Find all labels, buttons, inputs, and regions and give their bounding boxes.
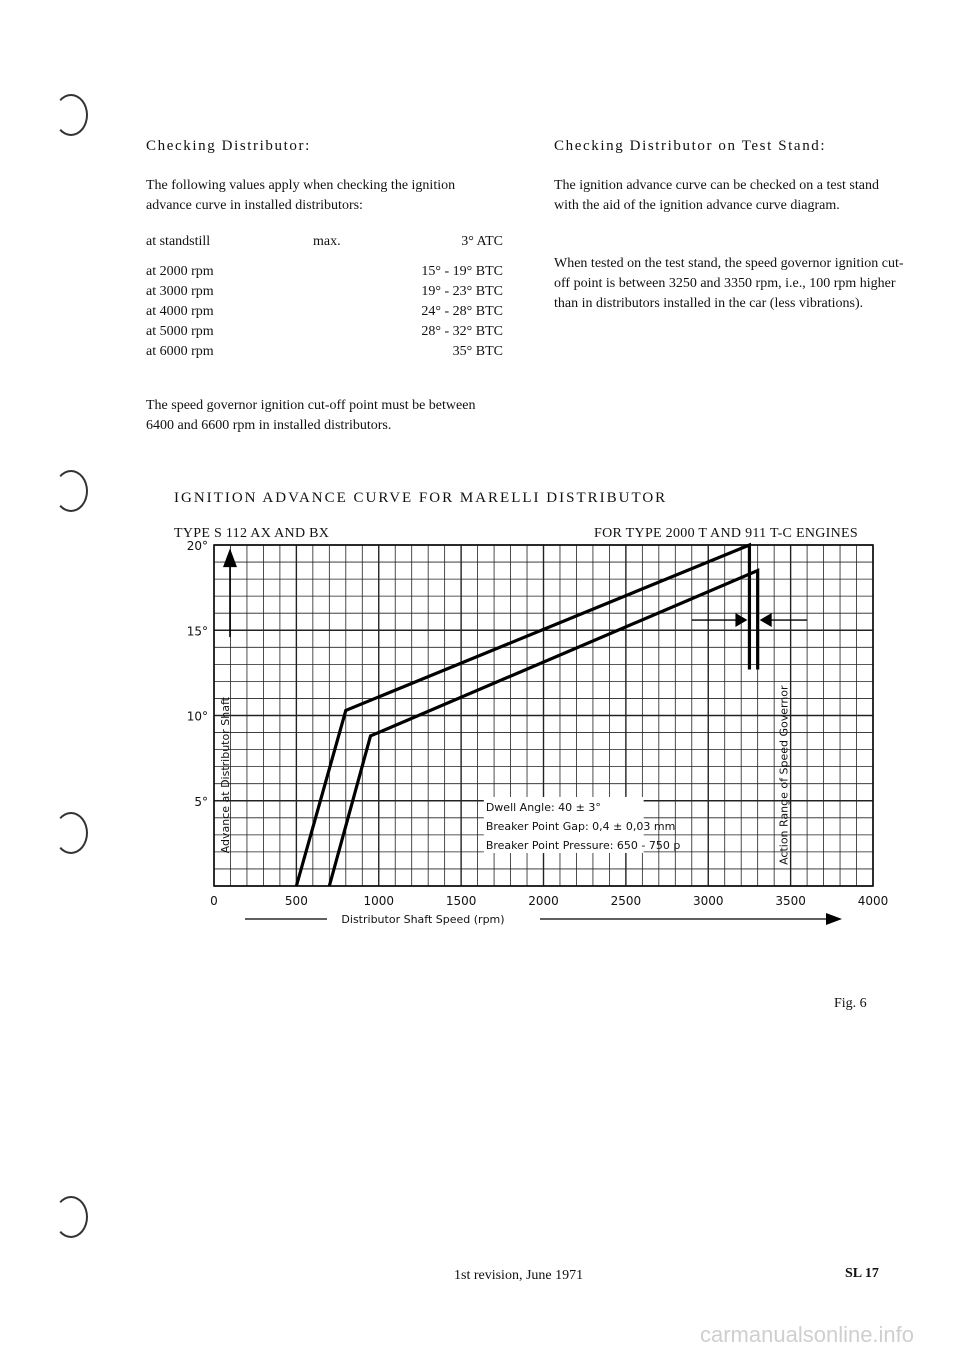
- chart-subtitle-right: FOR TYPE 2000 T AND 911 T-C ENGINES: [594, 526, 858, 541]
- x-axis-label: Distributor Shaft Speed (rpm): [341, 913, 505, 926]
- x-tick-label: 2500: [610, 894, 642, 908]
- y-axis-label: Advance at Distributor Shaft: [219, 697, 232, 854]
- x-axis-arrow-head: [826, 913, 842, 925]
- figure-label: Fig. 6: [834, 996, 867, 1011]
- chart-title: IGNITION ADVANCE CURVE FOR MARELLI DISTRIBUTOR: [174, 490, 668, 506]
- y-axis-arrow-head: [223, 548, 237, 567]
- spec-value: 15° - 19° BTC: [421, 264, 503, 279]
- footer-revision: 1st revision, June 1971: [454, 1268, 584, 1283]
- watermark: carmanualsonline.info: [700, 1322, 915, 1347]
- y-tick-label: 15°: [186, 624, 208, 639]
- governor-arrow-right-head: [760, 613, 772, 627]
- chart-subtitle-left: TYPE S 112 AX AND BX: [174, 526, 330, 541]
- right-para-2: When tested on the test stand, the speed governor ignition cut-off point is between 3250 and 3350 rpm, i.e., 100 rpm higher than in distributors installed in the car (less vibrations).: [554, 256, 904, 311]
- spec-label: at 5000 rpm: [146, 324, 214, 339]
- binder-hole: [54, 1196, 88, 1238]
- x-tick-label: 3000: [692, 894, 724, 908]
- spec-value: 28° - 32° BTC: [421, 324, 503, 339]
- annotation-line: Breaker Point Pressure: 650 - 750 p: [485, 838, 681, 852]
- spec-label: at 2000 rpm: [146, 264, 214, 279]
- spec-label: at standstill: [146, 234, 211, 249]
- x-tick-label: 3500: [775, 894, 806, 908]
- spec-label: at 6000 rpm: [146, 344, 214, 359]
- spec-label: at 4000 rpm: [146, 304, 214, 319]
- spec-label: at 3000 rpm: [146, 284, 214, 299]
- y-tick-label: 10°: [186, 709, 208, 724]
- spec-value: 24° - 28° BTC: [421, 304, 503, 319]
- left-intro: The following values apply when checking the ignition advance curve in installed distributors:: [146, 178, 456, 213]
- spec-qualifier: max.: [313, 234, 341, 249]
- spec-value: 19° - 23° BTC: [421, 284, 503, 299]
- left-note: The speed governor ignition cut-off point must be between 6400 and 6600 rpm in installed distributors.: [146, 398, 476, 433]
- right-heading: Checking Distributor on Test Stand:: [554, 138, 827, 154]
- spec-value: 3° ATC: [461, 234, 503, 249]
- chart-marks: [223, 545, 842, 925]
- y-tick-label: 5°: [194, 794, 208, 809]
- x-tick-label: 4000: [857, 894, 889, 908]
- right-para-1: The ignition advance curve can be checked on a test stand with the aid of the ignition advance curve diagram.: [554, 178, 879, 213]
- annotation-line: Breaker Point Gap: 0,4 ± 0,03 mm: [485, 819, 676, 833]
- x-tick-label: 0: [210, 894, 218, 908]
- x-tick-label: 2000: [528, 894, 559, 908]
- y-tick-label: 20°: [186, 539, 208, 553]
- x-tick-label: 1500: [445, 894, 477, 908]
- x-tick-label: 1000: [363, 894, 395, 908]
- annotation-line: Dwell Angle: 40 ± 3°: [485, 800, 601, 814]
- x-tick-label: 500: [284, 894, 308, 908]
- spec-value: 35° BTC: [452, 344, 503, 359]
- left-heading: Checking Distributor:: [146, 138, 311, 154]
- footer-page-id: SL 17: [845, 1266, 879, 1281]
- governor-range-label: Action Range of Speed Governor: [777, 685, 791, 865]
